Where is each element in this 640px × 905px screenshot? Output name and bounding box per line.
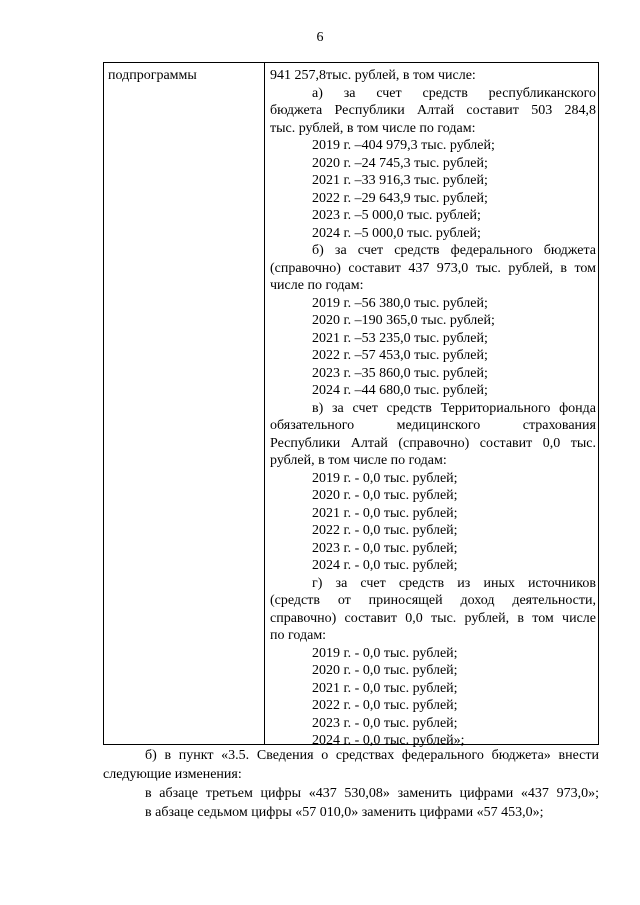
financing-line: (справочно) составит 437 973,0 тыс. рублей, в том	[270, 260, 596, 276]
financing-line: 2023 г. - 0,0 тыс. рублей;	[312, 540, 458, 556]
financing-line: 2023 г. –5 000,0 тыс. рублей;	[312, 208, 481, 223]
financing-line: (средств от приносящей доход деятельности,	[270, 593, 596, 608]
financing-line: 2019 г. –404 979,3 тыс. рублей;	[312, 138, 495, 153]
financing-line: 2024 г. - 0,0 тыс. рублей»;	[312, 733, 465, 748]
financing-line: справочно) составит 0,0 тыс. рублей, в том числе	[270, 610, 596, 626]
financing-line: 2021 г. –33 916,3 тыс. рублей;	[312, 173, 488, 188]
financing-line: 2023 г. –35 860,0 тыс. рублей;	[312, 365, 488, 381]
financing-line: 2020 г. - 0,0 тыс. рублей;	[312, 663, 458, 678]
financing-line: Республики Алтай (справочно) составит 0,0 тыс.	[270, 435, 596, 451]
right-cell-financing-text	[270, 67, 596, 750]
financing-line: по годам:	[270, 628, 327, 643]
financing-line: рублей, в том числе по годам:	[270, 453, 447, 468]
financing-line: 2021 г. - 0,0 тыс. рублей;	[312, 680, 458, 696]
amendment-line: следующие изменения:	[103, 767, 242, 782]
financing-line: числе по годам:	[270, 278, 364, 293]
page-number: 6	[316, 30, 324, 45]
financing-line: обязательного медицинского страхования	[270, 418, 596, 433]
financing-line: 2019 г. - 0,0 тыс. рублей;	[312, 470, 458, 486]
column-divider	[264, 63, 265, 744]
financing-line: 2019 г. –56 380,0 тыс. рублей;	[312, 295, 488, 311]
financing-line: 2019 г. - 0,0 тыс. рублей;	[312, 645, 458, 661]
financing-table	[103, 62, 599, 748]
financing-line: 2022 г. –29 643,9 тыс. рублей;	[312, 190, 488, 206]
financing-line: 2024 г. –5 000,0 тыс. рублей;	[312, 225, 481, 241]
financing-line: 941 257,8тыс. рублей, в том числе:	[270, 68, 476, 83]
financing-line: 2021 г. - 0,0 тыс. рублей;	[312, 505, 458, 521]
financing-line: 2024 г. - 0,0 тыс. рублей;	[312, 558, 458, 573]
financing-line: а) за счет средств республиканского	[312, 85, 596, 101]
amendment-line: б) в пункт «3.5. Сведения о средствах федерального бюджета» внести	[145, 748, 599, 763]
financing-line: 2024 г. –44 680,0 тыс. рублей;	[312, 383, 488, 398]
financing-line: 2020 г. –24 745,3 тыс. рублей;	[312, 155, 488, 171]
financing-line: 2021 г. –53 235,0 тыс. рублей;	[312, 330, 488, 346]
amendments-text	[103, 746, 599, 822]
financing-line: 2022 г. –57 453,0 тыс. рублей;	[312, 348, 488, 363]
financing-line: в) за счет средств Территориального фонда	[312, 400, 596, 416]
financing-line: 2020 г. - 0,0 тыс. рублей;	[312, 488, 458, 503]
financing-line: бюджета Республики Алтай составит 503 284,8	[270, 103, 596, 118]
financing-line: б) за счет средств федерального бюджета	[312, 243, 596, 258]
financing-line: 2023 г. - 0,0 тыс. рублей;	[312, 715, 458, 731]
financing-line: тыс. рублей, в том числе по годам:	[270, 120, 476, 136]
amendment-line: в абзаце третьем цифры «437 530,08» заменить цифрами «437 973,0»;	[145, 786, 599, 801]
financing-line: 2022 г. - 0,0 тыс. рублей;	[312, 523, 458, 538]
amendment-line: в абзаце седьмом цифры «57 010,0» заменить цифрами «57 453,0»;	[145, 805, 544, 820]
financing-line: г) за счет средств из иных источников	[312, 575, 596, 591]
left-cell-label: подпрограммы	[108, 68, 197, 83]
financing-line: 2022 г. - 0,0 тыс. рублей;	[312, 698, 458, 713]
financing-line: 2020 г. –190 365,0 тыс. рублей;	[312, 313, 495, 328]
